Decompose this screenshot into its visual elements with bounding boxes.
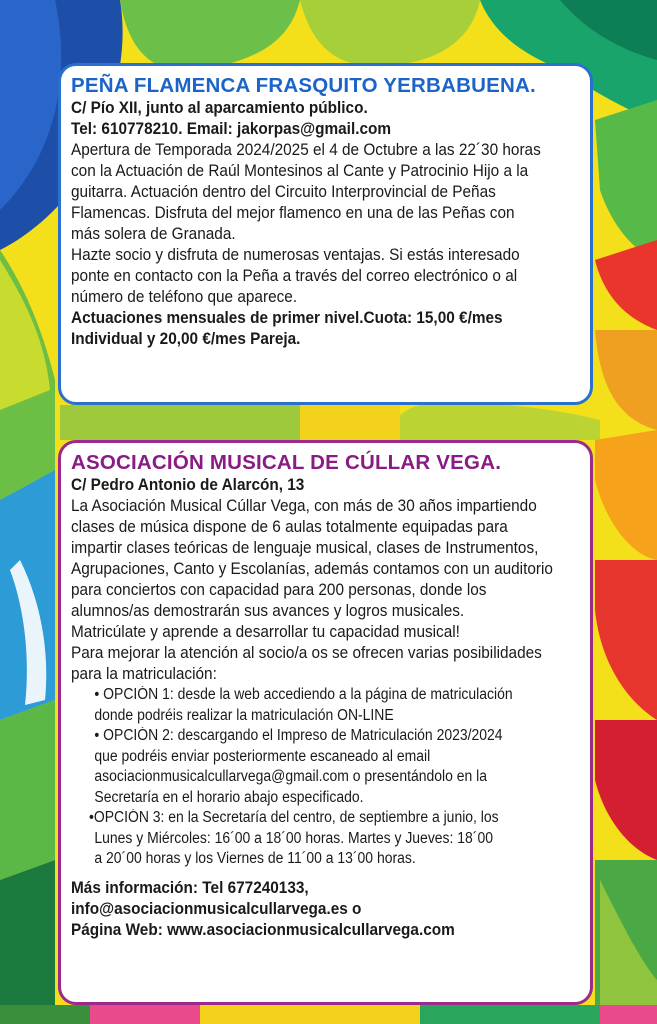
option-line: • OPCIÓN 2: descargando el Impreso de Matriculación 2023/2024 [94, 727, 503, 744]
asociacion-musical-footer [71, 878, 580, 941]
pena-flamenca-address: C/ Pío XII, junto al aparcamiento público. [71, 99, 368, 117]
footer-line: Más información: Tel 677240133, [71, 878, 309, 897]
asociacion-musical-address: C/ Pedro Antonio de Alarcón, 13 [71, 476, 305, 494]
body-line: clases de música dispone de 6 aulas totalmente equipadas para [71, 518, 508, 536]
pena-flamenca-card [58, 63, 593, 405]
body-line: guitarra. Actuación dentro del Circuito Interprovincial de Peñas [71, 183, 496, 201]
asociacion-musical-title: ASOCIACIÓN MUSICAL DE CÚLLAR VEGA. [71, 451, 502, 474]
body-line: Hazte socio y disfruta de numerosas ventajas. Si estás interesado [71, 246, 520, 264]
option-1 [71, 685, 580, 726]
body-line: impartir clases teóricas de lenguaje musical, clases de Instrumentos, [71, 539, 539, 557]
footer-line: info@asociacionmusicalcullarvega.es o [71, 899, 362, 918]
pena-flamenca-body [71, 140, 580, 308]
asociacion-musical-body [71, 496, 580, 685]
option-3 [71, 808, 580, 870]
footer-line: Página Web: www.asociacionmusicalcullarvega.com [71, 920, 455, 939]
body-line: para la matriculación: [71, 665, 217, 683]
option-line: • OPCIÓN 1: desde la web accediendo a la página de matriculación [94, 686, 513, 703]
pena-flamenca-contact: Tel: 610778210. Email: jakorpas@gmail.com [71, 120, 392, 138]
body-line: más solera de Granada. [71, 225, 236, 243]
footer-line: Actuaciones mensuales de primer nivel.Cuota: 15,00 €/mes [71, 309, 503, 327]
body-line: Agrupaciones, Canto y Escolanías, además contamos con un auditorio [71, 560, 553, 578]
body-line: número de teléfono que aparece. [71, 288, 298, 306]
body-line: Apertura de Temporada 2024/2025 el 4 de Octubre a las 22´30 horas [71, 141, 541, 159]
footer-line: Individual y 20,00 €/mes Pareja. [71, 330, 301, 348]
body-line: Flamencas. Disfruta del mejor flamenco en una de las Peñas con [71, 204, 515, 222]
option-line: a 20´00 horas y los Viernes de 11´00 a 13´00 horas. [94, 850, 416, 867]
pena-flamenca-footer [71, 308, 580, 350]
body-line: ponte en contacto con la Peña a través del correo electrónico o al [71, 267, 518, 285]
option-line: Secretaría en el horario abajo especificado. [94, 788, 364, 806]
matriculation-options [71, 685, 580, 870]
asociacion-musical-card [58, 440, 593, 1005]
option-line: asociacionmusicalcullarvega@gmail.com o presentándolo en la [94, 768, 487, 785]
option-line: que podréis enviar posteriormente escaneado al email [94, 747, 431, 765]
body-line: alumnos/as demostrarán sus avances y logros musicales. [71, 602, 465, 620]
pena-flamenca-title: PEÑA FLAMENCA FRASQUITO YERBABUENA. [71, 74, 536, 97]
body-line: Matricúlate y aprende a desarrollar tu capacidad musical! [71, 623, 460, 641]
body-line: para conciertos con capacidad para 200 personas, donde los [71, 581, 487, 599]
body-line: con la Actuación de Raúl Montesinos al Cante y Patrocinio Hijo a la [71, 162, 529, 180]
option-line: Lunes y Miércoles: 16´00 a 18´00 horas. Martes y Jueves: 18´00 [94, 829, 493, 847]
option-line: •OPCIÓN 3: en la Secretaría del centro, de septiembre a junio, los [89, 809, 499, 826]
body-line: Para mejorar la atención al socio/a os se ofrecen varias posibilidades [71, 644, 542, 662]
option-2 [71, 726, 580, 808]
body-line: La Asociación Musical Cúllar Vega, con más de 30 años impartiendo [71, 497, 537, 515]
option-line: donde podréis realizar la matriculación ON-LINE [94, 706, 394, 724]
